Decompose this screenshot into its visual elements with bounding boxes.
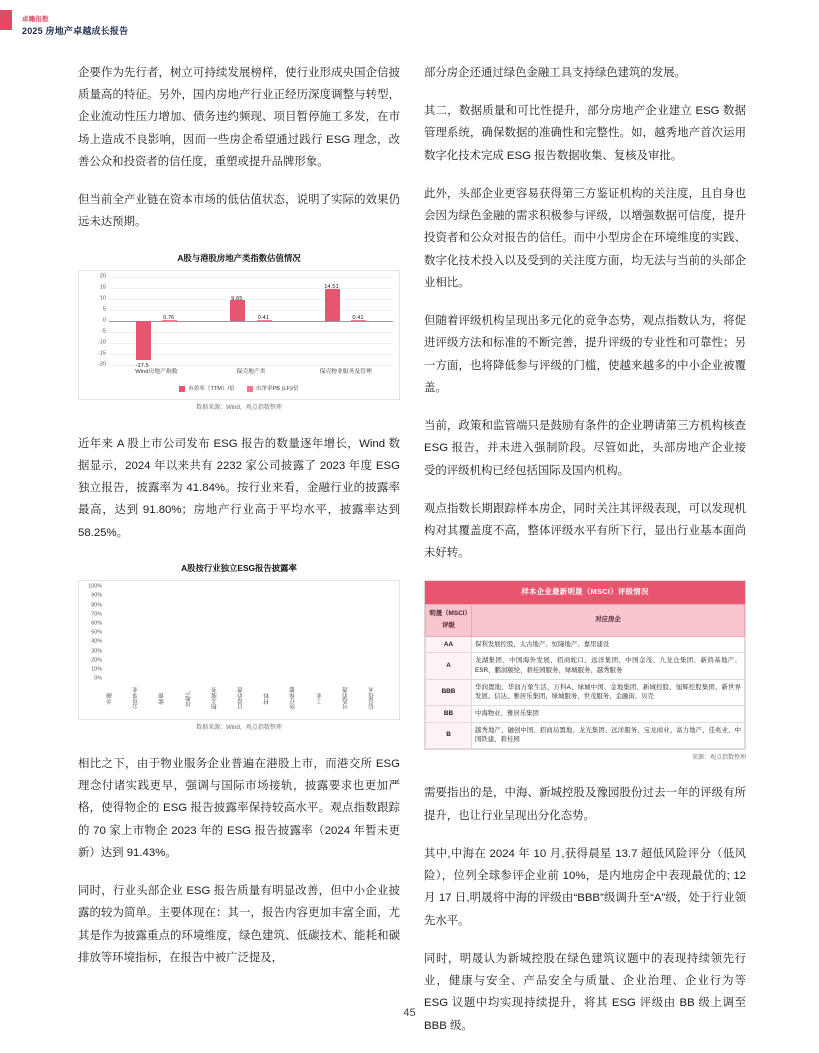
paragraph: 近年来 A 股上市公司发布 ESG 报告的数量逐年增长，Wind 数据显示，2024 年以来共有 2232 家公司披露了 2023 年度 ESG 独立报告，披露率为 41.84%。按行业来看，金融行业的披露率最高，达到 91.80%；房地产行业高于平均水平，披露率达到 58.25%。 xyxy=(78,437,400,539)
x-tick: 信息技术 xyxy=(368,687,375,710)
bar-value-label: 0.41 xyxy=(352,315,364,322)
companies-cell: 华润置地、华润万象生活、万科A、绿城中国、金地集团、新城控股、旭辉控股集团、新世界发展、信达、雅居乐集团、绿城服务、世茂服务、金融街、贝壳 xyxy=(472,679,745,705)
y-tick: -5 xyxy=(101,328,106,335)
bar-group xyxy=(298,277,393,365)
rating-cell: BBB xyxy=(426,679,472,705)
companies-cell: 越秀地产、融创中国、招商局置地、龙光集团、远洋服务、宝龙商业、富力地产、佳兆业、中国铁建、碧桂园 xyxy=(472,722,745,748)
paragraph: 但随着评级机构呈现出多元化的竞争态势，观点指数认为，将促进评级方法和标准的不断完善，提升评级的专业性和可靠性；另一方面，也将降低参与评级的门槛，使越来越多的中小企业被覆盖。 xyxy=(424,315,746,394)
companies-cell: 中海物业、雅居乐集团 xyxy=(472,705,745,722)
y-tick: 10 xyxy=(99,295,106,302)
figure-esg-disclosure-chart xyxy=(78,560,400,735)
chart-valuation xyxy=(78,270,400,400)
y-tick: 15 xyxy=(99,284,106,291)
bar-value-label: 14.51 xyxy=(324,284,339,291)
x-tick: Wind房地产指数 xyxy=(135,369,178,376)
y-tick: 0% xyxy=(94,676,102,683)
bar-value-label: 0.76 xyxy=(162,315,175,322)
y-tick: 60% xyxy=(91,620,102,627)
companies-cell: 龙湖集团、中国海外发展、招商蛇口、远洋集团、中国金茂、九龙仓集团、新鸿基地产、ESR、鹏润颐纶、碧桂园服务、绿城服务、越秀服务 xyxy=(472,653,745,679)
rating-cell: A xyxy=(426,653,472,679)
paragraph: 此外，头部企业更容易获得第三方鉴证机构的关注度，且自身也会因为绿色金融的需求积极参与评级，以增强数据可信度，提升投资者和公众对报告的信任。而中小型房企在环境维度的实践、数字化技术投入以及受到的关注度方面，均无法与当前的头部企业相比。 xyxy=(424,187,746,289)
chart-esg-disclosure xyxy=(78,580,400,720)
brand-name: 卓瞻指数 xyxy=(22,16,49,23)
table-row xyxy=(426,636,745,653)
table-caption: 样本企业最新明晟（MSCI）评级情况 xyxy=(425,581,745,603)
rating-cell: BB xyxy=(426,705,472,722)
rating-cell: B xyxy=(426,722,472,748)
y-axis xyxy=(79,273,109,368)
left-column xyxy=(78,62,400,985)
chart-source: 数据来源：Wind，观点指数整理 xyxy=(196,725,282,732)
y-tick: 90% xyxy=(91,593,102,600)
bar-value-label: 9.65 xyxy=(231,295,243,302)
plot-area xyxy=(109,277,393,369)
msci-table-wrapper xyxy=(424,580,746,749)
y-tick: 10% xyxy=(91,666,102,673)
header-accent-mark xyxy=(0,10,12,30)
bar-value-label: 0.41 xyxy=(257,315,269,322)
rating-cell: AA xyxy=(426,636,472,653)
paragraph: 部分房企还通过绿色金融工具支持绿色建筑的发展。 xyxy=(424,67,686,79)
table-header-cell: 对应房企 xyxy=(472,604,745,636)
x-tick: 保壳地产类 xyxy=(236,369,266,376)
y-axis xyxy=(79,584,105,683)
y-tick: 20% xyxy=(91,657,102,664)
report-logo xyxy=(22,14,128,37)
paragraph: 其中,中海在 2024 年 10 月,获得晨星 13.7 超低风险评分（低风险），位列全球参评企业前 10%，是内地房企中表现最优的; 12 月 17 日,明晟将中海的评级由“BBB”级调升至“A”级，处于行业领先水平。 xyxy=(424,847,746,927)
x-tick: 公用事业 xyxy=(133,687,140,710)
paragraph: 需要指出的是，中海、新城控股及豫园股份过去一年的评级有所提升，也让行业呈现出分化态势。 xyxy=(424,787,746,822)
x-axis-labels xyxy=(109,367,393,381)
x-tick: 相关服务 xyxy=(211,687,218,710)
bar-group xyxy=(109,277,204,369)
paragraph: 相比之下，由于物业服务企业普遍在港股上市，而港交所 ESG 理念付诸实践更早，强调与国际市场接轨，披露要求也更加严格，使得物企的 ESG 报告披露率保持较高水平。观点指数跟踪的 70 家上市物企 2023 年的 ESG 报告披露率（2024 年暂未更新）达到 91.43%。 xyxy=(78,757,400,859)
paragraph: 其二，数据质量和可比性提升，部分房地产企业建立 ESG 数据管理系统，确保数据的准确性和完整性。如，越秀地产首次运用数字化技术完成 ESG 报告数据收集、复核及审批。 xyxy=(424,105,746,162)
table-row xyxy=(426,653,745,679)
x-tick: 房地产 xyxy=(185,689,192,707)
page-number: 45 xyxy=(403,1007,416,1019)
legend-item xyxy=(179,384,235,395)
bar-series-group xyxy=(109,277,393,369)
companies-cell: 保利发展控股、太古地产、恒隆地产、嘉里建设 xyxy=(472,636,745,653)
y-tick: -10 xyxy=(97,339,106,346)
y-tick: 0 xyxy=(102,317,106,324)
x-tick: 保壳物业服务及管理 xyxy=(319,369,372,376)
chart-title: A股与港股房地产类指数估值情况 xyxy=(177,252,301,263)
x-tick: 可选消费 xyxy=(342,687,349,710)
bar-series xyxy=(105,587,393,679)
bar-pe xyxy=(136,321,151,360)
legend-swatch xyxy=(179,386,185,392)
y-tick: 5 xyxy=(102,306,106,313)
legend-item xyxy=(247,384,299,395)
legend-swatch xyxy=(247,386,253,392)
y-tick: 80% xyxy=(91,602,102,609)
x-tick: 医疗保健 xyxy=(290,687,297,710)
bar-value-label: -17.5 xyxy=(135,362,149,369)
table-row xyxy=(426,722,745,748)
y-tick: 30% xyxy=(91,648,102,655)
x-tick: 工业 xyxy=(316,692,323,704)
legend-label: 市净率PB (LF)/倍 xyxy=(255,386,299,393)
chart-source: 数据来源：Wind，观点指数整理 xyxy=(196,405,282,412)
figure-msci-rating-table xyxy=(424,580,746,764)
bar-group xyxy=(204,277,299,365)
x-tick: 金融 xyxy=(107,692,113,704)
bar-pe xyxy=(325,289,340,321)
page-header xyxy=(0,0,819,42)
right-column xyxy=(424,62,746,1053)
y-tick: 70% xyxy=(91,611,102,618)
paragraph: 同时，行业头部企业 ESG 报告质量有明显改善，但中小企业披露的较为简单。主要体现在：其一，报告内容更加丰富全面，尤其是作为披露重点的环境维度，绿色建筑、低碳技术、能耗和碳排放等环境指标，在报告中被广泛提及， xyxy=(78,885,400,964)
table-header-cell: 明晟（MSCI）评级 xyxy=(426,604,472,636)
chart-title: A股按行业独立ESG报告披露率 xyxy=(181,562,297,573)
msci-rating-table xyxy=(425,581,745,748)
table-header-row xyxy=(426,604,745,636)
x-tick: 材料 xyxy=(264,692,271,704)
plot-area xyxy=(105,587,393,679)
report-title: 2025 房地产卓越成长报告 xyxy=(22,26,129,36)
paragraph: 但当前全产业链在资本市场的低估值状态，说明了实际的效果仍远未达预期。 xyxy=(78,194,400,229)
paragraph: 同时，明晟认为新城控股在绿色建筑议题中的表现持续领先行业，健康与安全、产品安全与质量、企业治理、企业行为等 ESG 议题中均实现持续提升，将其 ESG 评级由 BB 级上调至 BBB 级。 xyxy=(424,952,746,1032)
figure-valuation-chart xyxy=(78,250,400,415)
y-tick: 20 xyxy=(99,273,106,280)
table-source: 来源：观点指数整理 xyxy=(691,754,746,761)
x-axis-labels xyxy=(105,681,393,715)
paragraph: 企要作为先行者，树立可持续发展榜样，使行业形成央国企信披质量高的特征。另外，国内房地产行业正经历深度调整与转型，企业流动性压力增加、债务违约频现、项目暂停施工多发，在市场上造成不良影响，因而一些房企希望通过践行 ESG 理念，改善公众和投资者的信任度，重塑或提升品牌形象。 xyxy=(78,67,400,168)
table-row xyxy=(426,705,745,722)
x-tick: 能源 xyxy=(159,692,166,704)
table-row xyxy=(426,679,745,705)
y-tick: 40% xyxy=(91,639,102,646)
legend-label: 市盈率（TTM）/倍 xyxy=(188,386,235,393)
x-tick: 日常消费 xyxy=(237,687,244,710)
y-tick: 50% xyxy=(91,630,102,637)
paragraph: 观点指数长期跟踪样本房企，同时关注其评级表现，可以发现机构对其覆盖度不高，整体评级水平有所下行，显出行业基本面尚未好转。 xyxy=(424,502,746,560)
y-tick: 100% xyxy=(88,584,102,591)
paragraph: 当前，政策和监管端只是鼓励有条件的企业聘请第三方机构核查 ESG 报告，并未进入强制阶段。尽管如此，头部房地产企业接受的评级机构已经包括国际及国内机构。 xyxy=(424,420,746,477)
chart-legend xyxy=(79,384,399,395)
y-tick: -20 xyxy=(97,361,106,368)
y-tick: -15 xyxy=(97,350,106,357)
